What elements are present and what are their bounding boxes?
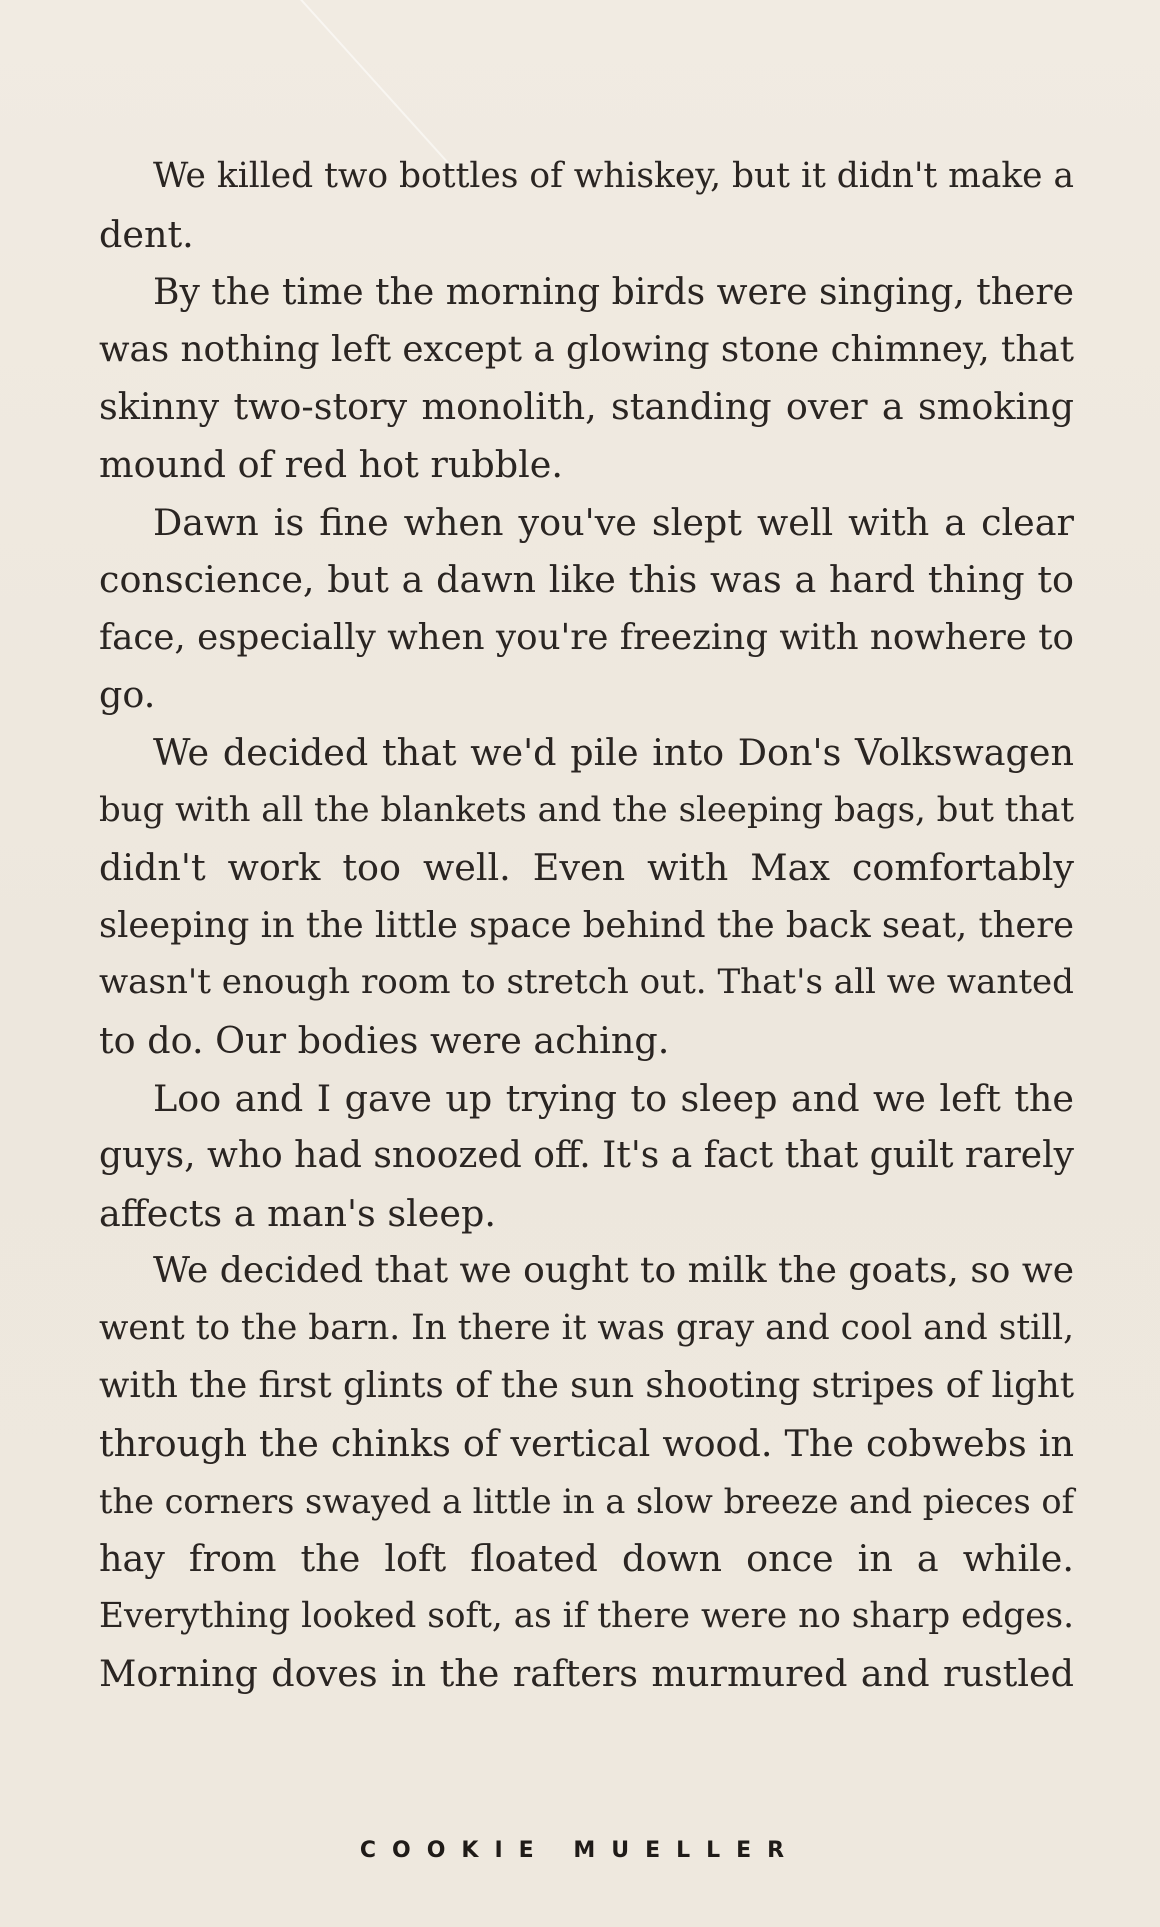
running-footer-author: COOKIE MUELLER xyxy=(359,1838,801,1863)
text-line: went to the barn. In there it was gray and cool and still, xyxy=(99,1307,1074,1348)
text-line: affects a man's sleep. xyxy=(99,1191,496,1235)
text-line: with the first glints of the sun shooting stripes of light xyxy=(99,1365,1074,1407)
text-line: We decided that we ought to milk the goats, so we xyxy=(153,1250,1074,1292)
text-line: bug with all the blankets and the sleeping bags, but that xyxy=(99,790,1074,830)
text-line: dent. xyxy=(99,212,194,256)
text-line: Loo and I gave up trying to sleep and we left the xyxy=(153,1076,1074,1120)
text-line: conscience, but a dawn like this was a hard thing to xyxy=(99,558,1074,602)
text-line: didn't work too well. Even with Max comfortably xyxy=(99,846,1074,890)
text-line: wasn't enough room to stretch out. That's all we wanted xyxy=(99,962,1074,1003)
text-line: By the time the morning birds were singing, there xyxy=(153,270,1074,314)
text-line: Morning doves in the rafters murmured and rustled xyxy=(99,1652,1074,1696)
text-line: to do. Our bodies were aching. xyxy=(99,1018,670,1062)
text-line: skinny two-story monolith, standing over a smoking xyxy=(99,385,1074,429)
text-line: was nothing left except a glowing stone chimney, that xyxy=(99,328,1074,370)
text-line: hay from the loft floated down once in a while. xyxy=(99,1537,1074,1581)
text-line: We killed two bottles of whiskey, but it didn't make a xyxy=(153,156,1074,196)
text-line: through the chinks of vertical wood. The cobwebs in xyxy=(99,1422,1074,1466)
text-line: face, especially when you're freezing with nowhere to xyxy=(99,616,1074,658)
text-line: sleeping in the little space behind the back seat, there xyxy=(99,904,1074,946)
text-line: Dawn is fine when you've slept well with a clear xyxy=(153,500,1074,544)
text-line: go. xyxy=(99,673,156,717)
text-line: Everything looked soft, as if there were no sharp edges. xyxy=(99,1595,1074,1636)
text-line: guys, who had snoozed off. It's a fact that guilt rarely xyxy=(99,1135,1074,1177)
body-text xyxy=(99,148,1074,1703)
text-line: the corners swayed a little in a slow breeze and pieces of xyxy=(99,1481,1074,1521)
text-line: mound of red hot rubble. xyxy=(99,442,563,486)
paper-crease xyxy=(300,0,455,171)
text-line: We decided that we'd pile into Don's Volkswagen xyxy=(153,730,1074,774)
